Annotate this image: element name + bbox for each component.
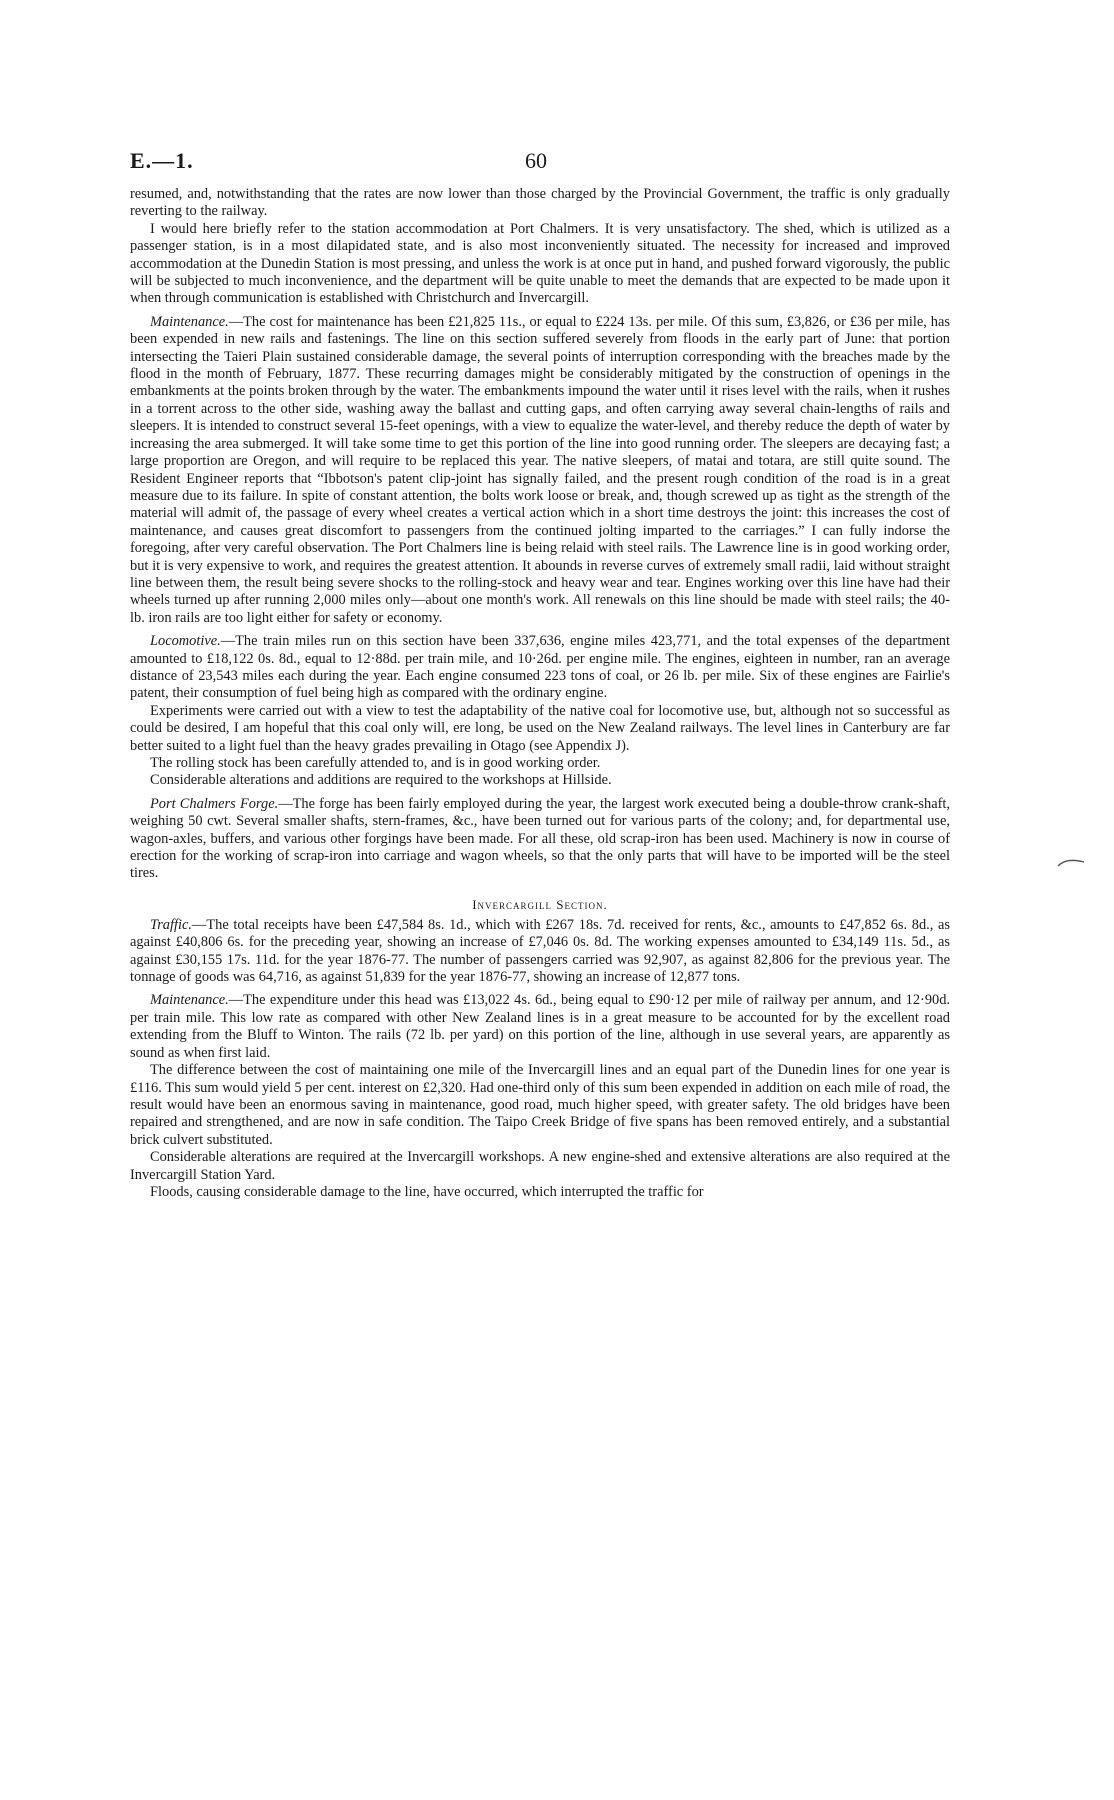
paragraph-text: —The forge has been fairly employed during the year, the largest work executed being a double-throw crank-shaft, weighing 50 cwt. Several smaller shafts, stern-frames, &c., have been turned out for various parts of the colony; and, for departmental use, wagon-axles, buffers, and various other forgings have been made. For all these, old scrap-iron has been used. Machinery is now in course of erection for the working of scrap-iron into carriage and wagon wheels, so that the only parts that will have to be imported will be the steel tires. — [130, 795, 950, 882]
section-heading: Invercargill Section. — [472, 896, 608, 912]
paragraph-lead: Locomotive. — [150, 633, 221, 650]
paragraph-lead: Maintenance. — [150, 313, 229, 330]
margin-pencil-mark — [1056, 856, 1086, 870]
page-number: 60 — [525, 148, 547, 173]
paragraph-maintenance-invercargill — [130, 992, 950, 1062]
paragraph: The rolling stock has been carefully attended to, and is in good working order. — [150, 755, 601, 771]
paragraph-text: —The total receipts have been £47,584 8s. 1d., which with £267 18s. 7d. received for rents, &c., amounts to £47,852 6s. 8d., as against £40,806 6s. for the preceding year, showing an increase of £7,046 0s. 8d. The working expenses amounted to £34,149 11s. 5d., as against £30,155 17s. 11d. for the year 1876-77. The number of passengers carried was 92,907, as against 82,806 for the previous year. The tonnage of goods was 64,716, as against 51,839 for the year 1876-77, showing an increase of 12,877 tons. — [130, 916, 950, 986]
paragraph: I would here briefly refer to the station accommodation at Port Chalmers. It is very unsatisfactory. The shed, which is utilized as a passenger station, is in a most dilapidated state, and is also most inconveniently situated. The necessity for increased and improved accommodation at the Dunedin Station is most pressing, and unless the work is at once put in hand, and pushed forward vigorously, the public will be subjected to much inconvenience, and the department will be quite unable to meet the demands that are expected to be made upon it when through communication is established with Christchurch and Invercargill. — [130, 220, 950, 307]
paragraph-forge — [130, 796, 950, 883]
page-header — [0, 148, 1114, 178]
paragraph: Considerable alterations are required at the Invercargill workshops. A new engine-shed and extensive alterations are also required at the Invercargill Station Yard. — [130, 1149, 950, 1183]
paragraph: Floods, causing considerable damage to the line, have occurred, which interrupted the traffic for — [150, 1183, 704, 1200]
paragraph-lead: Traffic. — [150, 916, 192, 933]
page-body — [130, 186, 950, 1201]
paragraph-maintenance — [130, 314, 950, 627]
paragraph-text: —The cost for maintenance has been £21,825 11s., or equal to £224 13s. per mile. Of this sum, £3,826, or £36 per mile, has been expended in new rails and fastenings. The line on this section suffered severely from floods in the early part of June: that portion intersecting the Taieri Plain sustained considerable damage, the several points of interruption corresponding with the breaches made by the flood in the month of February, 1877. These recurring damages might be considerably mitigated by the construction of openings in the embankments at the points broken through by the water. The embankments impound the water until it rises level with the rails, when it rushes in a torrent across to the other side, washing away the ballast and cutting gaps, and often carrying away several chain-lengths of rails and sleepers. It is intended to construct several 15-feet openings, with a view to equalize the water-level, and thereby reduce the depth of water by increasing the area submerged. It will take some time to get this portion of the line into good running order. The sleepers are decaying fast; a large proportion are Oregon, and will require to be replaced this year. The native sleepers, of matai and totara, are still quite sound. The Resident Engineer reports that “Ibbotson's patent clip-joint has signally failed, and the present rough condition of the road is in a great measure due to its failure. In spite of constant attention, the bolts work loose or break, and, though screwed up as tight as the strength of the material will admit of, the passage of every wheel creates a vertical action which in a short time destroys the joint: this increases the cost of maintenance, and causes great discomfort to passengers from the continued jolting imparted to the carriages.” I can fully indorse the foregoing, after very careful observation. The Port Chalmers line is being relaid with steel rails. The Lawrence line is in good working order, but it is very expensive to work, and requires the greatest attention. It abounds in reverse curves of extremely small radii, laid without straight line between them, the result being severe shocks to the rolling-stock and heavy wear and tear. Engines working over this line have had their wheels turned up after running 2,000 miles only—about one month's work. All renewals on this line should be made with steel rails; the 40-lb. iron rails are too light either for safety or economy. — [130, 313, 950, 626]
document-reference: E.—1. — [130, 148, 194, 173]
paragraph: The difference between the cost of maintaining one mile of the Invercargill lines and an equal part of the Dunedin lines for one year is £116. This sum would yield 5 per cent. interest on £2,320. Had one-third only of this sum been expended in addition on each mile of road, the result would have been an enormous saving in maintenance, good road, much higher speed, with greater safety. The old bridges have been repaired and strengthened, and are now in safe condition. The Taipo Creek Bridge of five spans has been removed entirely, and a substantial brick culvert substituted. — [130, 1062, 950, 1148]
paragraph-traffic — [130, 917, 950, 987]
paragraph: Considerable alterations and additions are required to the workshops at Hillside. — [150, 772, 612, 789]
paragraph-text: —The expenditure under this head was £13,022 4s. 6d., being equal to £90·12 per mile of railway per annum, and 12·90d. per train mile. This low rate as compared with other New Zealand lines is in a great measure to be accounted for by the excellent road extending from the Bluff to Winton. The rails (72 lb. per yard) on this portion of the line, although in use several years, are apparently as sound as when first laid. — [130, 992, 950, 1061]
paragraph: resumed, and, notwithstanding that the rates are now lower than those charged by the Provincial Government, the traffic is only gradually reverting to the railway. — [130, 186, 950, 220]
paragraph-text: —The train miles run on this section have been 337,636, engine miles 423,771, and the total expenses of the department amounted to £18,122 0s. 8d., equal to 12·88d. per train mile, and 10·26d. per engine mile. The engines, eighteen in number, ran an average distance of 23,543 miles each during the year. Each engine consumed 223 tons of coal, or 26 lb. per mile. Six of these engines are Fairlie's patent, their consumption of fuel being high as compared with the ordinary engine. — [130, 633, 950, 702]
paragraph-lead: Maintenance. — [150, 992, 229, 1009]
paragraph: Experiments were carried out with a view to test the adaptability of the native coal for locomotive use, but, although not so successful as could be desired, I am hopeful that this coal only will, ere long, be used on the New Zealand railways. The level lines in Canterbury are far better suited to a light fuel than the heavy grades prevailing in Otago (see Appendix J). — [130, 702, 950, 754]
paragraph-lead: Port Chalmers Forge. — [150, 795, 279, 812]
paragraph-locomotive — [130, 633, 950, 703]
